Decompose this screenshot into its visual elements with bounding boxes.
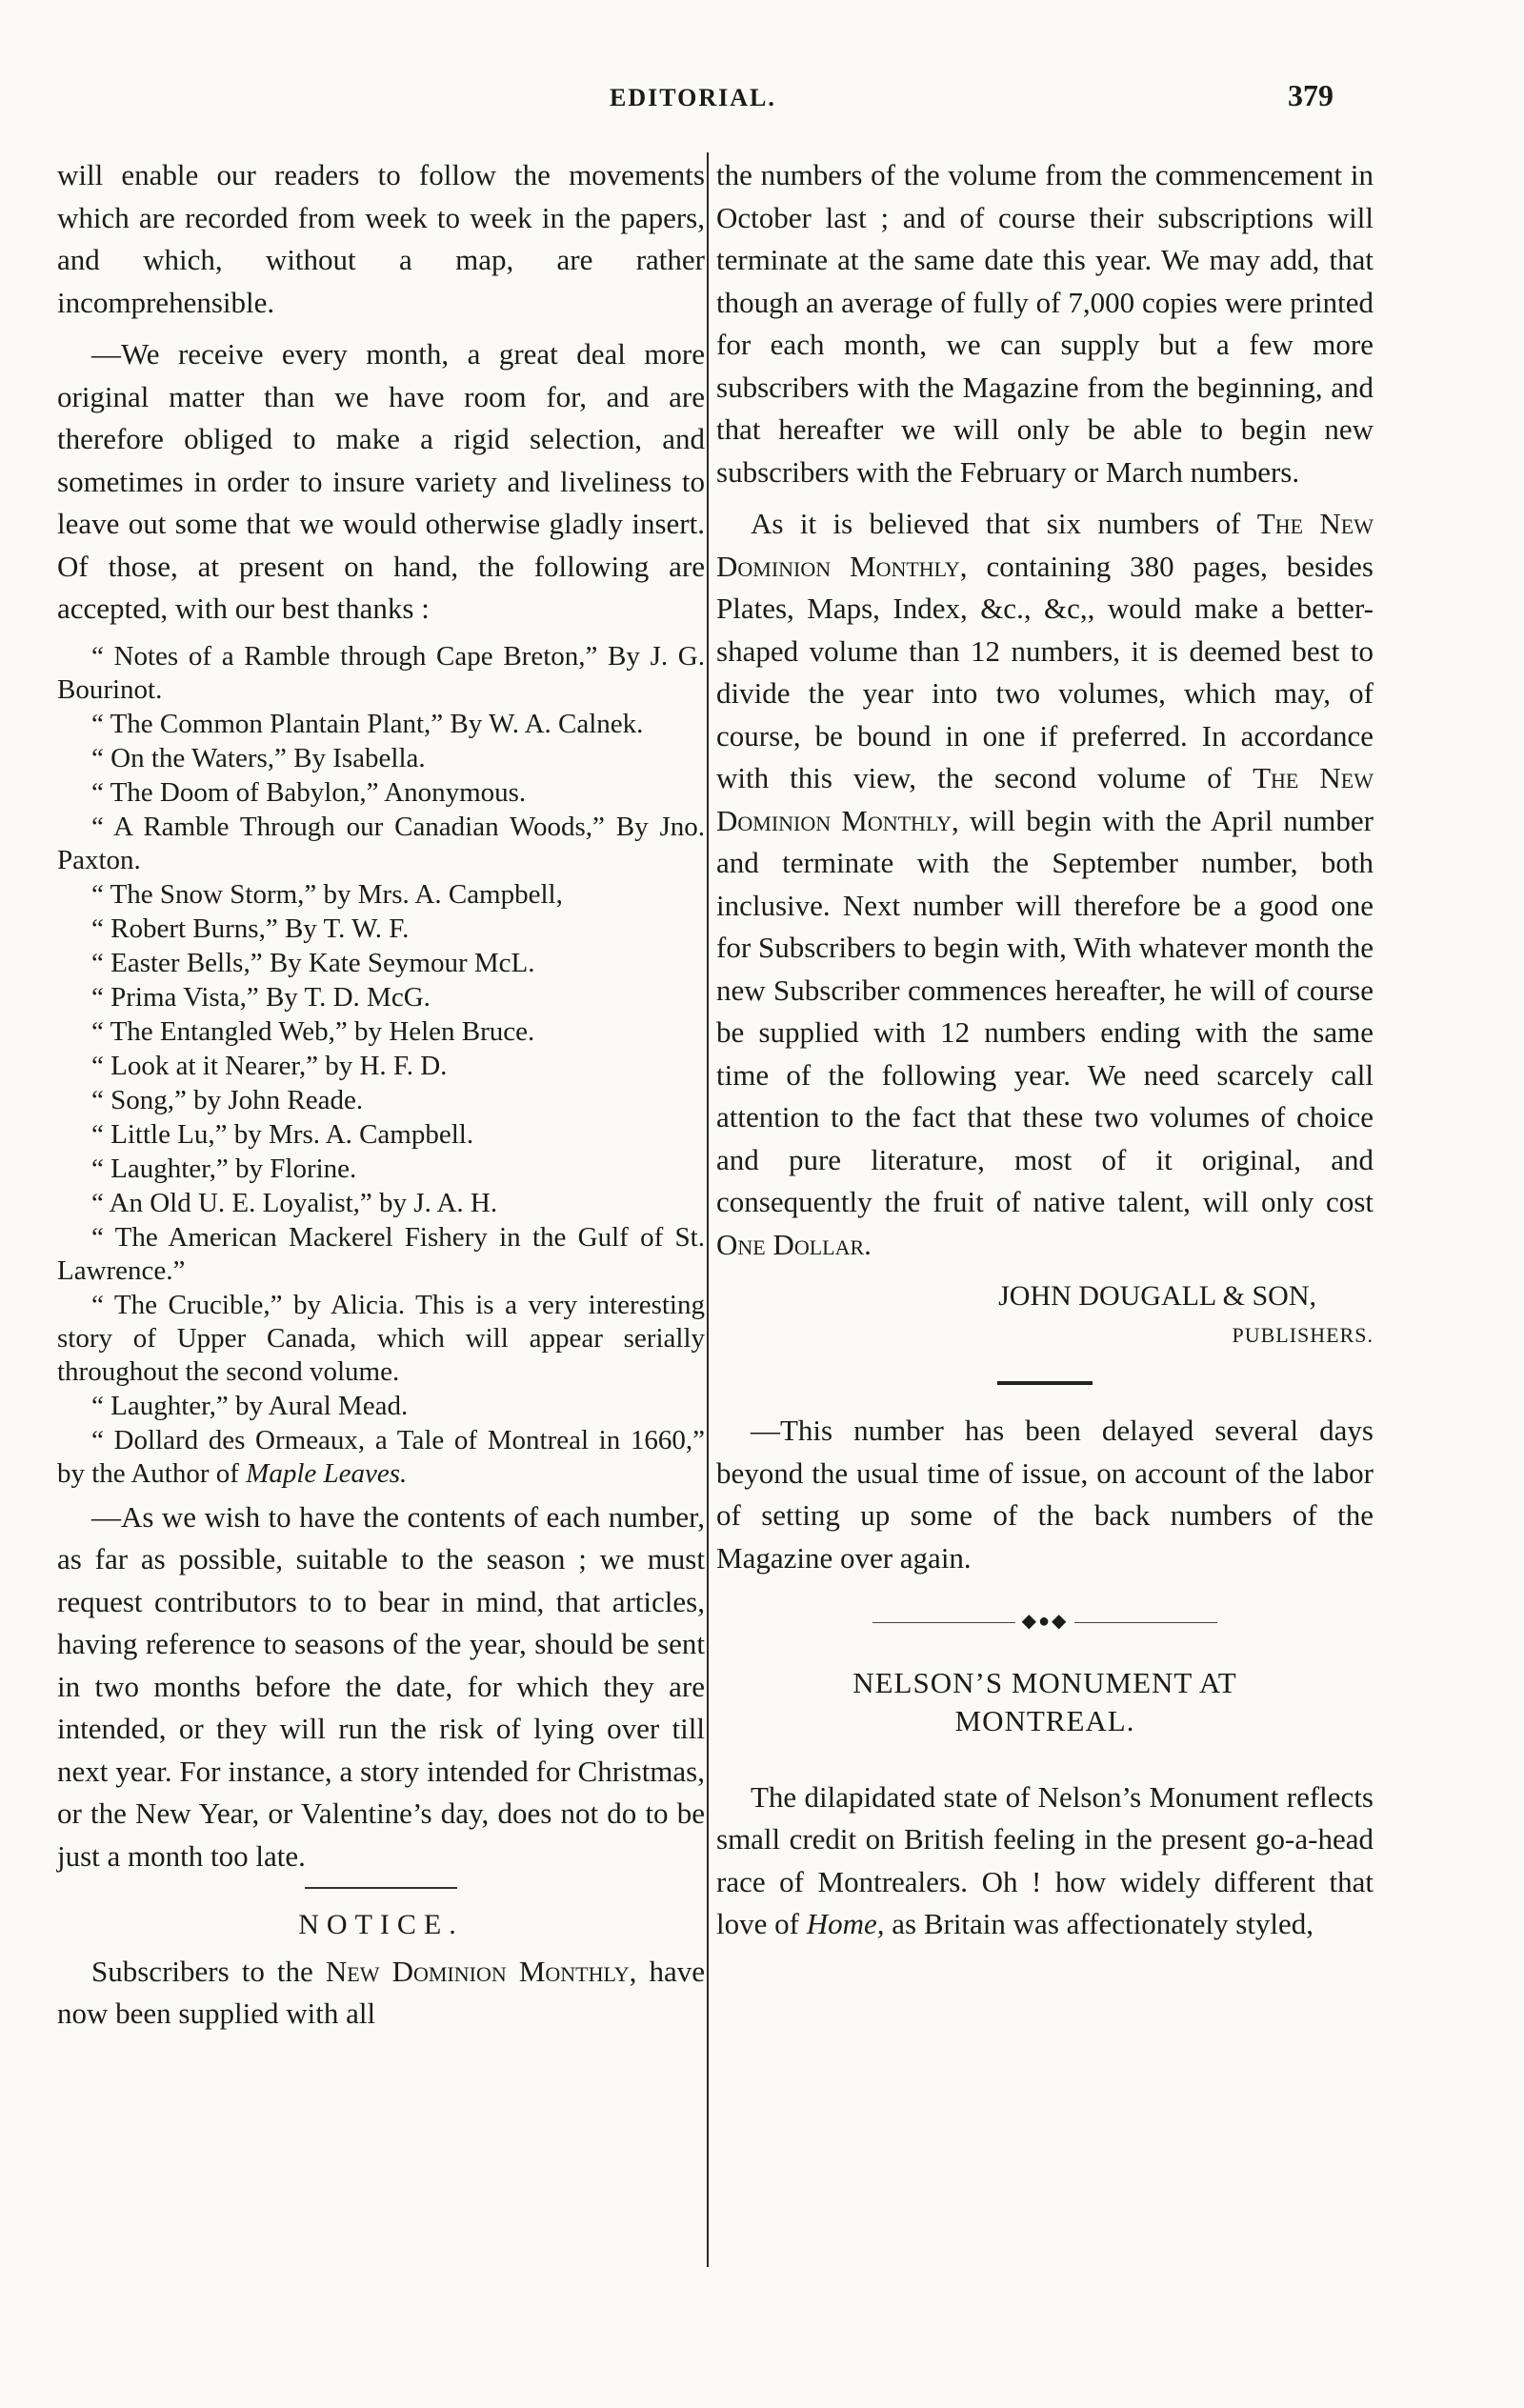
list-item: “ Robert Burns,” By T. W. F.: [91, 913, 410, 944]
accepted-contributions-list: [57, 640, 705, 1491]
list-item: “ The Doom of Babylon,” Anonymous.: [91, 776, 527, 808]
list-item: “ The Entangled Web,” by Helen Bruce.: [91, 1015, 535, 1047]
list-item-dollard: [57, 1424, 705, 1491]
list-item: “ Look at it Nearer,” by H. F. D.: [91, 1050, 448, 1081]
list-item: “ The Snow Storm,” by Mrs. A. Campbell,: [91, 878, 563, 910]
list-item: “ A Ramble Through our Canadian Woods,” By Jno. Paxton.: [57, 811, 705, 875]
publisher-signature: JOHN DOUGALL & SON,: [998, 1280, 1316, 1312]
list-item: “ The Common Plantain Plant,” By W. A. Calnek.: [91, 708, 644, 739]
paragraph-seasonal-contents: —As we wish to have the contents of each number, as far as possible, suitable to the season ; we must request contributors to to bear in mind, that articles, having reference to seasons of the year, should be sent in two months before the date, for which they are intended, or they will run the risk of lying over till next year. For instance, a story intended for Christmas, or the New Year, or Valentine’s day, does not do to be just a month too late.: [57, 1499, 705, 1873]
paragraph-delay-notice: —This number has been delayed several days beyond the usual time of issue, on account of the labor of setting up some of the back numbers of the Magazine over again.: [716, 1414, 1374, 1575]
dollard-text: “ Dollard des Ormeaux, a Tale of Montreal in 1660,” by the Author of: [57, 1424, 705, 1489]
right-column: [716, 154, 1374, 1956]
paragraph-original-matter: —We receive every month, a great deal more original matter than we have room for, and are therefore obliged to make a rigid selection, and sometimes in order to insure variety and liveliness to leave out some that we would otherwise gladly insert. Of those, at present on hand, the following are accepted, with our best thanks :: [57, 337, 705, 625]
column-divider: [707, 152, 709, 2267]
paragraph-volumes: As it is believed that six numbers of The New Dominion Monthly, containing 380 pages, besides Plates, Maps, Index, &c., &c,, would make a better-shaped volume than 12 numbers, it is deemed best to divide the year into two volumes, which may, of course, be bound in one if preferred. In accordance with this view, the second volume of The New Dominion Monthly, will begin with the April number and terminate with the September number, both inclusive. Next number will therefore be a good one for Subscribers to begin with, With whatever month the new Subscriber commences hereafter, he will of course be supplied with 12 numbers ending with the same time of the following year. We need scarcely call attention to the fact that these two volumes of choice and pure literature, most of it original, and consequently the fruit of native talent, will only cost One Dollar.: [716, 507, 1374, 1261]
home-italic: Home,: [806, 1907, 885, 1940]
paragraph-continuation: will enable our readers to follow the movements which are recorded from week to week in the papers, and which, without a map, are rather incomprehensible.: [57, 158, 705, 319]
price-text: One Dollar.: [716, 1227, 872, 1261]
paragraph-nelson: The dilapidated state of Nelson’s Monument reflects small credit on British feeling in the present go-a-head race of Montrealers. Oh ! how widely different that love of Home, as Britain was affectionately styled,: [716, 1779, 1374, 1940]
page-number: 379: [1288, 78, 1334, 112]
list-item: “ Laughter,” by Florine.: [91, 1153, 357, 1184]
paragraph-notice: Subscribers to the New Dominion Monthly, have now been supplied with all: [57, 1954, 705, 2030]
list-item: “ Prima Vista,” By T. D. McG.: [91, 981, 431, 1013]
running-title: EDITORIAL.: [610, 84, 776, 111]
list-item: “ The American Mackerel Fishery in the Gulf of St. Lawrence.”: [57, 1221, 705, 1286]
section-rule: [305, 1887, 457, 1889]
list-item: “ Laughter,” by Aural Mead.: [91, 1390, 409, 1421]
article-title: [716, 1664, 1374, 1740]
magazine-name: The New Dominion Monthly,: [716, 507, 1374, 583]
list-item: “ Notes of a Ramble through Cape Breton,” By J. G. Bourinot.: [57, 640, 705, 705]
list-item: “ The Crucible,” by Alicia. This is a very interesting story of Upper Canada, which will appear serially throughout the second volume.: [57, 1289, 705, 1387]
left-column: [57, 154, 705, 2045]
paragraph-subscriptions: the numbers of the volume from the commencement in October last ; and of course their subscriptions will terminate at the same date this year. We may add, that though an average of fully of 7,000 copies were printed for each month, we can supply but a few more subscribers with the Magazine from the beginning, and that hereafter we will only be able to begin new subscribers with the February or March numbers.: [716, 158, 1374, 489]
page-header: [0, 78, 1524, 122]
article-title-line-2: MONTREAL.: [954, 1703, 1135, 1737]
section-rule: [997, 1381, 1093, 1385]
publishers-label: PUBLISHERS.: [1232, 1322, 1374, 1347]
notice-heading: NOTICE.: [298, 1909, 464, 1940]
maple-leaves-title: Maple Leaves.: [246, 1457, 408, 1489]
magazine-name: New Dominion Monthly,: [325, 1954, 637, 1988]
ornament-divider: ◆●◆: [716, 1600, 1374, 1643]
list-item: “ An Old U. E. Loyalist,” by J. A. H.: [91, 1187, 498, 1218]
magazine-name: The New Dominion Monthly,: [716, 761, 1374, 837]
list-item: “ On the Waters,” By Isabella.: [91, 742, 426, 773]
list-item: “ Easter Bells,” By Kate Seymour McL.: [91, 947, 535, 978]
article-title-line-1: NELSON’S MONUMENT AT: [852, 1665, 1237, 1699]
list-item: “ Song,” by John Reade.: [91, 1084, 364, 1115]
list-item: “ Little Lu,” by Mrs. A. Campbell.: [91, 1118, 474, 1150]
